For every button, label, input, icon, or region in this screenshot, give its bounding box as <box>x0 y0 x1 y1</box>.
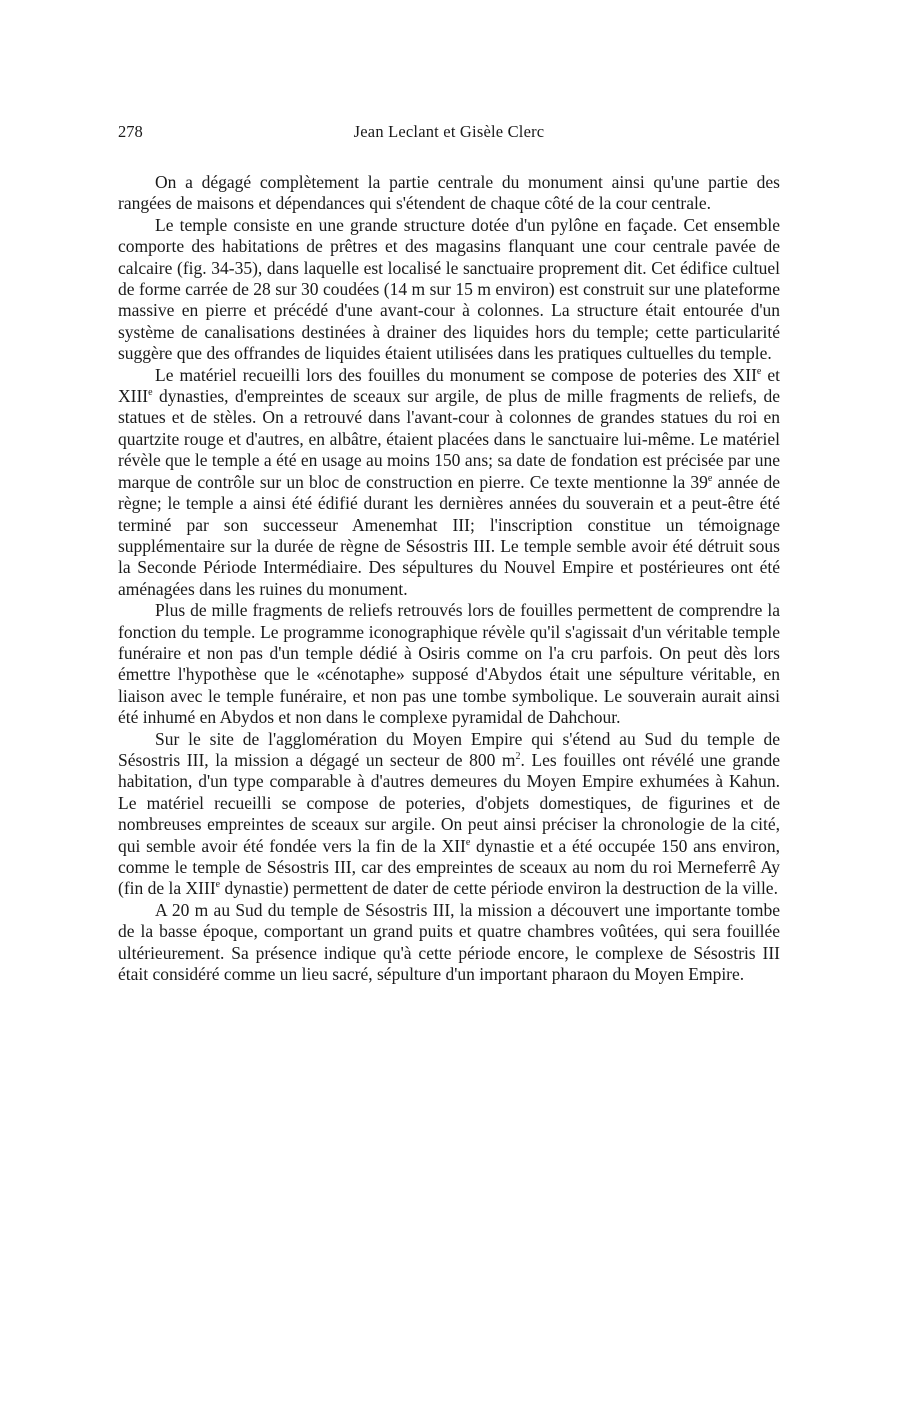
superscript: e <box>756 365 762 377</box>
page-number: 278 <box>118 122 143 141</box>
text-run: Sur le site de l'agglomération du Moyen Empire qui s'étend au Sud du temple de Sésostris III, la mission a dégagé un secteur de 800 m <box>118 728 780 770</box>
text-run: Plus de mille fragments de reliefs retrouvés lors de fouilles permettent de comprendre la fonction du temple. Le programme iconographique révèle qu'il s'agissait d'un véritable temple funéraire et non pas d'un temple dédié à Osiris comme on l'a cru parfois. On peut dès lors émettre l'hypothèse que le «cénotaphe» supposé d'Abydos était une sépulture véritable, en liaison avec le temple funéraire, et non pas une tombe symbolique. Le souverain aurait ainsi été inhumé en Abydos et non dans le complexe pyramidal de Dahchour. <box>118 600 780 728</box>
text-run: dynastie et a été occupée 150 ans environ, comme le temple de Sésostris III, car des empreintes de sceaux au nom du roi Merneferrê Ay (fin de la XIII <box>118 835 781 899</box>
text-run: dynasties, d'empreintes de sceaux sur argile, de plus de mille fragments de reliefs, de statues et de stèles. On a retrouvé dans l'avant-cour à colonnes de grandes statues du roi en quartzite rouge et d'autres, en albâtre, étaient placées dans le sanctuaire lui-même. Le matériel révèle que le temple a été en usage au moins 150 ans; sa date de fondation est précisée par une marque de contrôle sur un bloc de construction en pierre. Ce texte mentionne la 39 <box>118 386 780 492</box>
body-paragraph <box>118 365 780 600</box>
page-header <box>118 122 780 146</box>
text-run: Le matériel recueilli lors des fouilles du monument se compose de poteries des XII <box>155 364 757 385</box>
body-paragraph <box>118 600 780 728</box>
body-paragraph <box>118 729 780 900</box>
text-run: Le temple consiste en une grande structure dotée d'un pylône en façade. Cet ensemble comporte des habitations de prêtres et des magasins flanquant une cour centrale pavée de calcaire (fig. 34-35), dans laquelle est localisé le sanctuaire proprement dit. Cet édifice cultuel de forme carrée de 28 sur 30 coudées (14 m sur 15 m environ) est construit sur une plateforme massive en pierre et précédé d'une avant-cour à colonnes. La structure était entourée d'un système de canalisations destinées à drainer des liquides hors du temple; cette particularité suggère que des offrandes de liquides étaient utilisées dans les pratiques cultuelles du temple. <box>118 214 780 364</box>
superscript: e <box>215 879 221 891</box>
superscript: e <box>148 387 153 399</box>
body-paragraph <box>118 172 780 215</box>
text-run: On a dégagé complètement la partie centrale du monument ainsi qu'une partie des rangées de maisons et dépendances qui s'étendent de chaque côté de la cour centrale. <box>118 172 780 214</box>
superscript: e <box>707 472 713 484</box>
running-title: Jean Leclant et Gisèle Clerc <box>353 122 545 141</box>
body-text <box>118 172 780 985</box>
text-run: . Les fouilles ont révélé une grande habitation, d'un type comparable à d'autres demeures du Moyen Empire exhumées à Kahun. Le matériel recueilli se compose de poteries, d'objets domestiques, de figurines et de nombreuses empreintes de sceaux sur argile. On peut ainsi préciser la chronologie de la cité, qui semble avoir été fondée vers la fin de la XII <box>118 749 780 856</box>
text-run: dynastie) permettent de dater de cette période environ la destruction de la ville. <box>220 878 778 899</box>
superscript: 2 <box>515 750 521 762</box>
text-run: A 20 m au Sud du temple de Sésostris III, la mission a découvert une importante tombe de la basse époque, comportant un grand puits et quatre chambres voûtées, qui sera fouillée ultérieurement. Sa présence indique qu'à cette période encore, le complexe de Sésostris III était considéré comme un lieu sacré, sépulture d'un important pharaon du Moyen Empire. <box>118 899 780 985</box>
body-paragraph <box>118 900 780 986</box>
body-paragraph <box>118 215 780 365</box>
text-run: année de règne; le temple a ainsi été édifié durant les dernières années du souverain et a peut-être été terminé par son successeur Amenemhat III; l'inscription constitue un témoignage supplémentaire sur la durée de règne de Sésostris III. Le temple semble avoir été détruit sous la Seconde Période Intermédiaire. Des sépultures du Nouvel Empire et postérieures ont été aménagées dans les ruines du monument. <box>118 471 781 599</box>
superscript: e <box>465 836 471 848</box>
text-run: et XIII <box>118 364 780 407</box>
